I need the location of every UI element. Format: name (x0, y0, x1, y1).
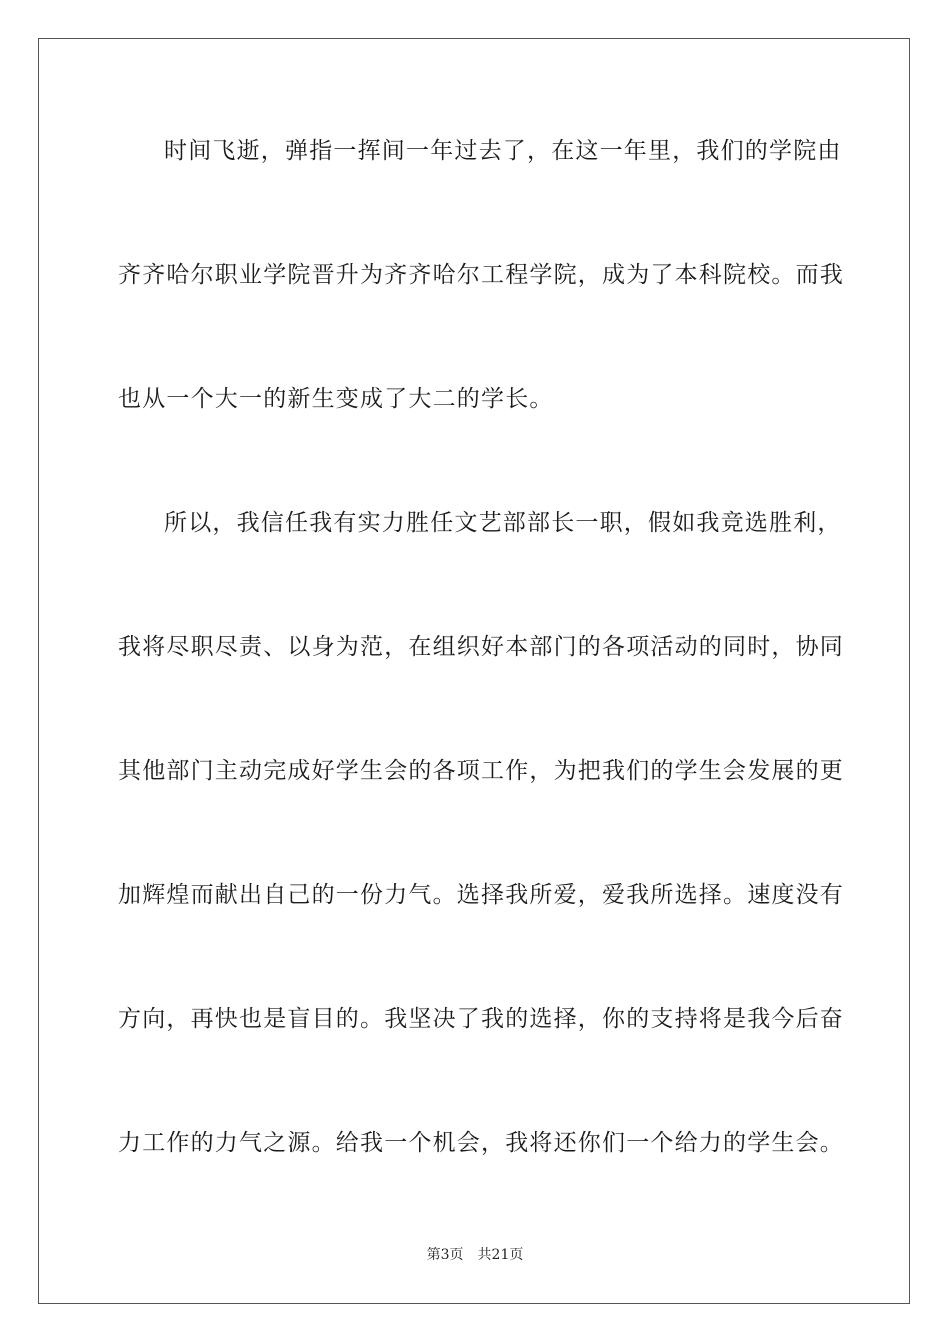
paragraph-line: 所以，我信任我有实力胜任文艺部部长一职，假如我竞选胜利， (164, 510, 842, 536)
paragraph-line: 方向，再快也是盲目的。我坚决了我的选择，你的支持将是我今后奋 (118, 1006, 844, 1032)
paragraph-line: 其他部门主动完成好学生会的各项工作，为把我们的学生会发展的更 (118, 758, 844, 784)
paragraph-line: 也从一个大一的新生变成了大二的学长。 (118, 386, 554, 412)
page-total: 共21页 (477, 1247, 524, 1263)
page-number: 第3页 (426, 1247, 464, 1263)
paragraph-line: 力工作的力气之源。给我一个机会，我将还你们一个给力的学生会。 (118, 1130, 844, 1156)
paragraph-line: 齐齐哈尔职业学院晋升为齐齐哈尔工程学院，成为了本科院校。而我 (118, 262, 844, 288)
paragraph-line: 加辉煌而献出自己的一份力气。选择我所爱，爱我所选择。速度没有 (118, 882, 844, 908)
page-footer (0, 1244, 950, 1264)
document-body (118, 120, 844, 1236)
paragraph-line: 我将尽职尽责、以身为范，在组织好本部门的各项活动的同时，协同 (118, 634, 844, 660)
paragraph-line: 时间飞逝，弹指一挥间一年过去了，在这一年里，我们的学院由 (164, 138, 842, 164)
